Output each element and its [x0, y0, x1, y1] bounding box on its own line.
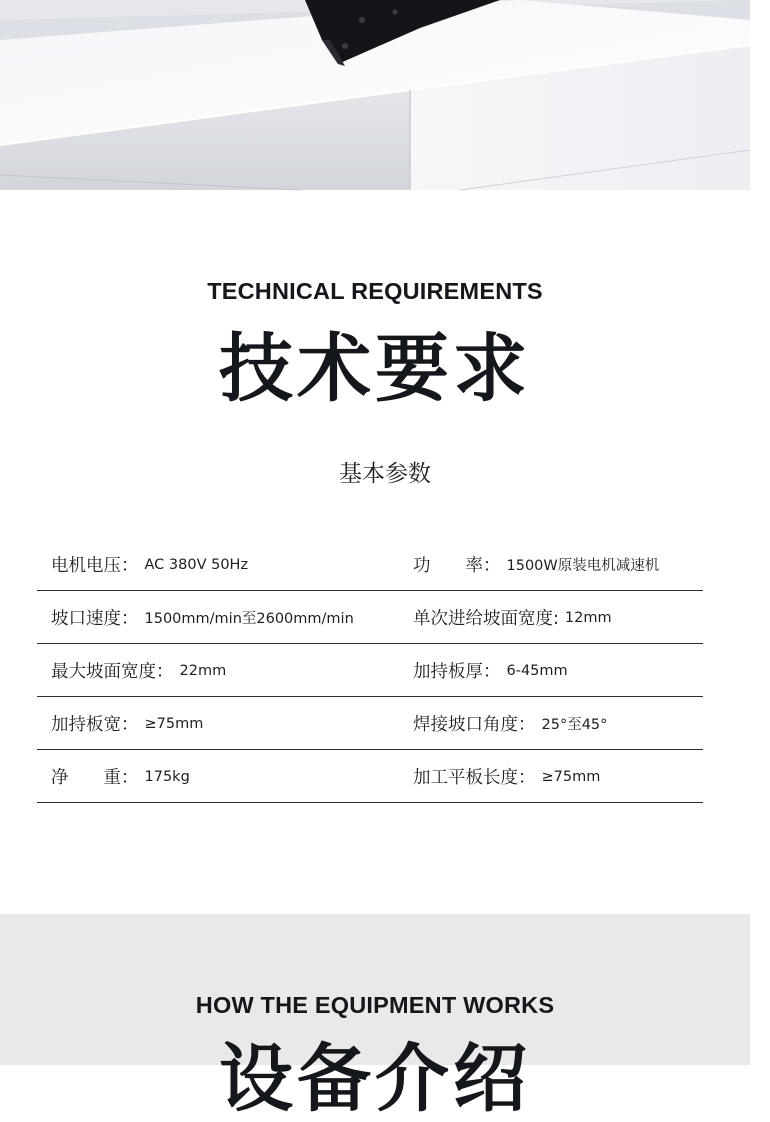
- spec-value: 22mm: [179, 662, 227, 679]
- spec-label: 电机电压：: [51, 556, 139, 576]
- spec-label: 加工平板长度：: [413, 768, 536, 788]
- spec-value: 25°至45°: [541, 717, 608, 733]
- spec-label: 加持板宽：: [51, 715, 139, 735]
- spec-cell: [51, 538, 248, 591]
- spec-row: [37, 644, 703, 697]
- pedestal-illustration: [0, 0, 750, 190]
- spec-label: 最大坡面宽度：: [51, 662, 174, 682]
- spec-cell: [413, 591, 612, 644]
- spec-value: 6-45mm: [506, 662, 568, 679]
- spec-row: [37, 538, 703, 591]
- spec-cell: [51, 644, 226, 697]
- spec-cell: [413, 750, 600, 803]
- spec-label: 净 重：: [51, 768, 139, 788]
- works-title-cn: 设备介绍: [219, 1036, 531, 1122]
- spec-cell: [413, 644, 568, 697]
- equipment-intro-section: [0, 914, 750, 1122]
- spec-value: ≥75mm: [144, 715, 204, 732]
- spec-label: 坡口速度：: [51, 609, 139, 629]
- basic-params-subtitle: 基本参数: [339, 461, 431, 487]
- spec-label: 功 率：: [413, 556, 501, 576]
- spec-label: 单次进给坡面宽度:: [413, 609, 559, 629]
- hero-product-image: [0, 0, 750, 190]
- spec-label: 焊接坡口角度：: [413, 715, 536, 735]
- spec-value: 1500W原装电机减速机: [506, 558, 660, 574]
- spec-table: [37, 538, 703, 803]
- spec-row: [37, 697, 703, 750]
- tech-title-en: TECHNICAL REQUIREMENTS: [207, 278, 543, 304]
- spec-cell: [51, 750, 190, 803]
- spec-value: ≥75mm: [541, 768, 601, 785]
- spec-label: 加持板厚：: [413, 662, 501, 682]
- works-title-en: HOW THE EQUIPMENT WORKS: [195, 992, 555, 1018]
- spec-value: AC 380V 50Hz: [144, 556, 249, 573]
- spec-row: [37, 591, 703, 644]
- spec-cell: [413, 697, 607, 750]
- spec-row: [37, 750, 703, 803]
- spec-value: 12mm: [564, 609, 612, 626]
- spec-cell: [51, 591, 354, 644]
- spec-value: 175kg: [144, 768, 190, 785]
- tech-title-cn: 技术要求: [219, 326, 531, 412]
- spec-cell: [51, 697, 203, 750]
- spec-cell: [413, 538, 659, 591]
- spec-value: 1500mm/min至2600mm/min: [144, 611, 354, 627]
